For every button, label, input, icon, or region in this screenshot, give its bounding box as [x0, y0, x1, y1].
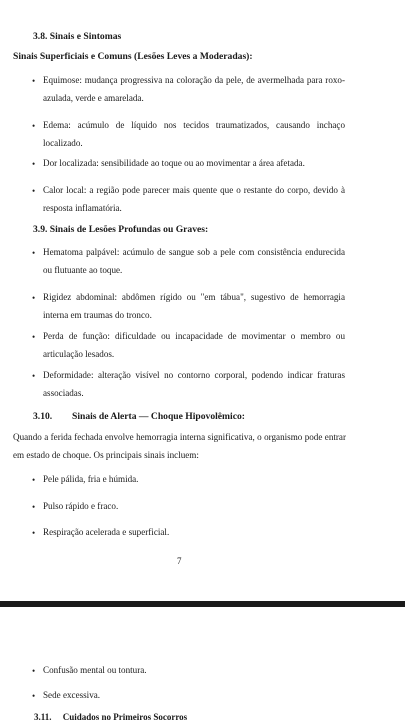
list-item-dor: Dor localizada: sensibilidade ao toque ou ao movimentar a área afetada. — [43, 158, 305, 168]
list-item-pele: Pele pálida, fria e húmida. — [43, 474, 139, 484]
bullet-marker: • — [32, 248, 36, 258]
list-item-sede: Sede excessiva. — [43, 690, 101, 700]
bullet-marker: • — [32, 186, 36, 196]
section-number-3-10: 3.10. — [33, 411, 53, 422]
bullet-marker: • — [32, 666, 36, 676]
section-heading-3-10: Sinais de Alerta — Choque Hipovolêmico: — [72, 411, 245, 422]
list-item-equimose: Equimose: mudança progressiva na coloração da pele, de avermelhada para roxo-azulada, verde e amarelada. — [43, 75, 345, 103]
list-item-deformidade: Deformidade: alteração visível no contorno corporal, podendo indicar fraturas associadas. — [43, 370, 345, 398]
bullet-marker: • — [32, 159, 36, 169]
page-number: 7 — [177, 556, 182, 566]
section-heading-3-8: 3.8. Sinais e Sintomas — [33, 31, 122, 42]
bullet-marker: • — [32, 121, 36, 131]
bullet-marker: • — [32, 475, 36, 485]
paragraph-choque: Quando a ferida fechada envolve hemorragia interna significativa, o organismo pode entrar em estado de choque. Os principais sinais incluem: — [13, 432, 346, 460]
list-item-calor: Calor local: a região pode parecer mais quente que o restante do corpo, devido à resposta inflamatória. — [43, 185, 345, 213]
bullet-marker: • — [32, 528, 36, 538]
section-number-3-11: 3.11. — [34, 712, 52, 722]
list-item-perda-funcao: Perda de função: dificuldade ou incapacidade de movimentar o membro ou articulação lesados. — [43, 331, 345, 359]
section-heading-3-11-partial — [34, 712, 187, 722]
subheading-superficial: Sinais Superficiais e Comuns (Lesões Leves a Moderadas): — [13, 51, 253, 62]
bullet-marker: • — [32, 371, 36, 381]
section-heading-3-9: 3.9. Sinais de Lesões Profundas ou Graves: — [33, 224, 209, 235]
bullet-marker: • — [32, 691, 36, 701]
bullet-marker: • — [32, 76, 36, 86]
list-item-pulso: Pulso rápido e fraco. — [43, 501, 119, 511]
list-item-rigidez: Rigidez abdominal: abdômen rígido ou "em tábua", sugestivo de hemorragia interna em traumas do tronco. — [43, 292, 345, 320]
list-item-respiracao: Respiração acelerada e superficial. — [43, 527, 170, 537]
bullet-marker: • — [32, 332, 36, 342]
list-item-hematoma: Hematoma palpável: acúmulo de sangue sob a pele com consistência endurecida ou flutuante ao toque. — [43, 247, 345, 275]
page-break-divider — [0, 601, 405, 607]
bullet-marker: • — [32, 502, 36, 512]
list-item-edema: Edema: acúmulo de líquido nos tecidos traumatizados, causando inchaço localizado. — [43, 120, 345, 148]
section-title-3-11: Cuidados no Primeiros Socorros — [62, 712, 188, 722]
list-item-confusao: Confusão mental ou tontura. — [43, 665, 147, 675]
bullet-marker: • — [32, 293, 36, 303]
